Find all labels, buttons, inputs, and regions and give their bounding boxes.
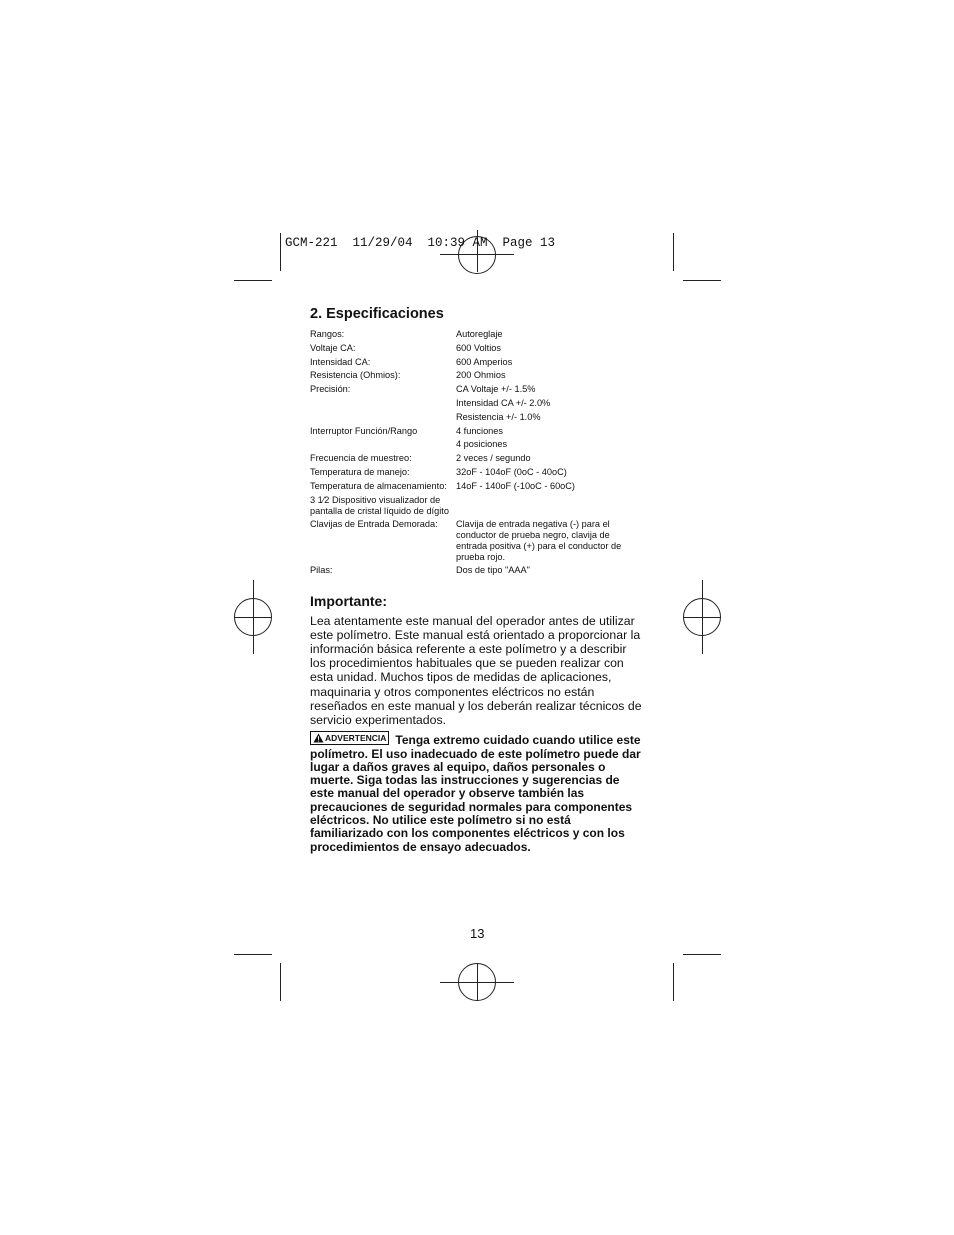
spec-value: Dos de tipo "AAA" [456, 564, 530, 575]
spec-value: 4 funciones 4 posiciones [456, 425, 508, 450]
spec-label: Frecuencia de muestreo: [310, 453, 412, 464]
spec-value [456, 494, 642, 518]
spec-row [310, 369, 642, 383]
spec-value: Clavija de entrada negativa (-) para el conductor de prueba negro, clavija de entrada positiva (+) para el conductor de prueba rojo. [456, 519, 622, 562]
crop-mark [683, 280, 721, 281]
crop-mark [234, 280, 272, 281]
spec-label: Interruptor Función/Rango [310, 425, 418, 436]
section-title: 2. Especificaciones [310, 306, 444, 322]
spec-row [310, 328, 642, 342]
spec-label: Intensidad CA: [310, 356, 371, 367]
spec-value: 32oF - 104oF (0oC - 40oC) [456, 466, 567, 477]
spec-row [310, 494, 642, 518]
spec-row [310, 342, 642, 356]
warning-badge [310, 731, 389, 745]
warning-triangle-icon [313, 733, 324, 743]
spec-label: Voltaje CA: [310, 342, 356, 353]
spec-row [310, 564, 642, 578]
crop-mark [280, 963, 281, 1001]
spec-row [310, 425, 642, 453]
spec-label: Temperatura de almacenamiento: [310, 480, 447, 491]
page-content [310, 306, 642, 854]
spec-value: CA Voltaje +/- 1.5% Intensidad CA +/- 2.0% Resistencia +/- 1.0% [456, 384, 551, 422]
spec-label: Temperatura de manejo: [310, 466, 410, 477]
spec-table [310, 328, 642, 578]
spec-row [310, 452, 642, 466]
spec-value: 14oF - 140oF (-10oC - 60oC) [456, 480, 575, 491]
spec-label: Rangos: [310, 329, 345, 339]
spec-label: Pilas: [310, 564, 333, 575]
spec-value: Autoreglaje [456, 329, 503, 339]
spec-label: Clavijas de Entrada Demorada: [310, 518, 438, 529]
warning-block [310, 731, 642, 854]
spec-value: 600 Voltios [456, 342, 501, 353]
crop-mark [683, 954, 721, 955]
spec-value: 200 Ohmios [456, 370, 506, 381]
spec-value: 600 Amperios [456, 356, 513, 367]
crop-mark [673, 963, 674, 1001]
spec-row [310, 356, 642, 370]
spec-label: Resistencia (Ohmios): [310, 370, 401, 381]
spec-row [310, 518, 642, 564]
spec-value: 2 veces / segundo [456, 453, 531, 464]
crop-mark [234, 954, 272, 955]
spec-row [310, 480, 642, 494]
print-slug-line: GCM-221 11/29/04 10:39 AM Page 13 [285, 236, 556, 250]
page-number: 13 [470, 926, 485, 941]
spec-row [310, 466, 642, 480]
spec-label: Precisión: [310, 384, 351, 395]
important-title: Importante: [310, 592, 387, 609]
warning-badge-label: ADVERTENCIA [325, 732, 387, 743]
warning-text: Tenga extremo cuidado cuando utilice este polímetro. El uso inadecuado de este polímetro puede dar lugar a daños graves al equipo, daños personales o muerte. Siga todas las instrucciones y sugerencias de este manual del operador y observe también las precauciones de seguridad normales para componentes eléctricos. No utilice este polímetro si no está familiarizado con los componentes eléctricos y con los procedimientos de ensayo adecuados. [310, 733, 641, 854]
spec-row [310, 383, 642, 424]
crop-mark [673, 233, 674, 271]
spec-label: 3 1⁄2 Dispositivo visualizador de pantalla de cristal líquido de dígito [310, 495, 449, 516]
crop-mark [280, 233, 281, 271]
important-paragraph: Lea atentamente este manual del operador antes de utilizar este polímetro. Este manual está orientado a proporcionar la información básica referente a este polímetro y a describir los procedimientos habituales que se pueden realizar con esta unidad. Muchos tipos de medidas de aplicaciones, maquinaria y otros componentes eléctricos no están reseñados en este manual y los deberán realizar técnicos de servicio experimentados. [310, 613, 642, 727]
